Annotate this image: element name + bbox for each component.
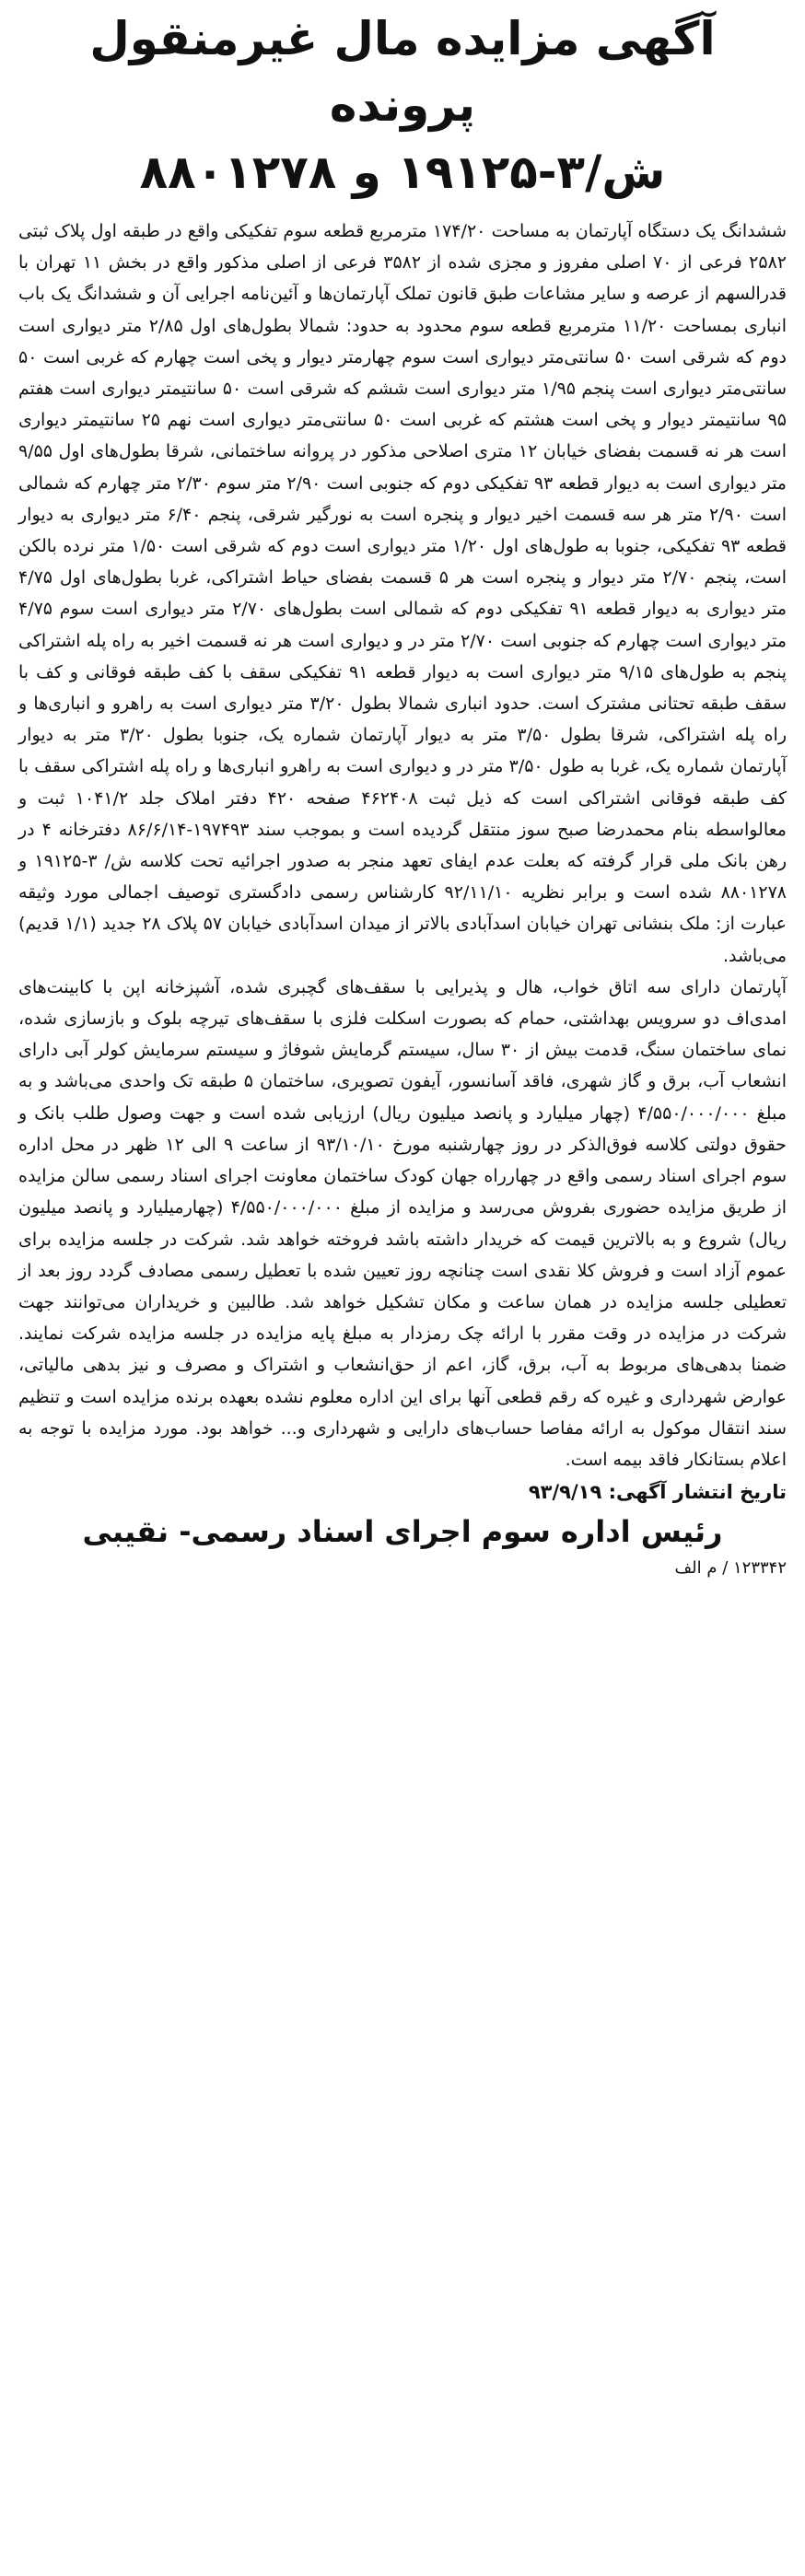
auction-terms: آپارتمان دارای سه اتاق خواب، هال و پذیرایی با سقف‌های گچبری شده، آشپزخانه اپن با کابینت‌های امدی‌اف دو سرویس بهداشتی، حمام که بصورت اسکلت فلزی با سقف‌های تیرچه بلوک و بازسازی شده، نمای ساختمان سنگ، قدمت بیش از ۳۰ سال، سیستم گرمایش شوفاژ و سیستم سرمایش کولر آبی دارای انشعاب آب، برق و گاز شهری، فاقد آسانسور، آیفون تصویری، ساختمان ۵ طبقه تک واحدی می‌باشد و به مبلغ ۴/۵۵۰/۰۰۰/۰۰۰ (چهار میلیارد و پانصد میلیون ریال) ارزیابی شده است و جهت وصول طلب بانک و حقوق دولتی کلاسه فوق‌الذکر در روز چهارشنبه مورخ ۹۳/۱۰/۱۰ از ساعت ۹ الی ۱۲ ظهر در محل اداره سوم اجرای اسناد رسمی واقع در چهارراه جهان کودک ساختمان معاونت اجرای اسناد رسمی سالن مزایده از طریق مزایده حضوری بفروش می‌رسد و مزایده از مبلغ ۴/۵۵۰/۰۰۰/۰۰۰ (چهارمیلیارد و پانصد میلیون ریال) شروع و به بالاترین قیمت که خریدار داشته باشد فروخته خواهد شد. شرکت در جلسه مزایده برای عموم آزاد است و فروش کلا نقدی است چنانچه روز تعیین شده با تعطیل رسمی مصادف گردد روز بعد از تعطیلی جلسه مزایده در همان ساعت و مکان تشکیل خواهد شد. طالبین و خریداران می‌توانند جهت شرکت در مزایده در وقت مقرر با ارائه چک رمزدار به مبلغ پایه مزایده در جلسه مزایده شرکت نمایند. ضمنا بدهی‌های مربوط به آب، برق، گاز، اعم از حق‌انشعاب و اشتراک و مصرف و نیز بدهی مالیاتی، عوارض شهرداری و غیره که رقم قطعی آنها برای این اداره معلوم نشده بعهده برنده مزایده است و تنظیم سند انتقال موکول به ارائه مفاصا حساب‌های دارایی و شهرداری و... خواهد بود. مورد مزایده با توجه به اعلام بستانکار فاقد بیمه است. [18, 976, 788, 1470]
publication-date: تاریخ انتشار آگهی: ۹۳/۹/۱۹ [528, 1481, 787, 1504]
reference-code: ۱۲۳۳۴۲ / م الف [674, 1558, 787, 1579]
property-description: ششدانگ یک دستگاه آپارتمان به مساحت ۱۷۴/۲۰ مترمربع قطعه سوم تفکیکی واقع در طبقه اول پلاک ثبتی ۲۵۸۲ فرعی از ۷۰ اصلی مفروز و مجزی شده از ۳۵۸۲ فرعی از اصلی مذکور واقع در بخش ۱۱ تهران با قدرالسهم از عرصه و سایر مشاعات طبق قانون تملک آپارتمان‌ها و آئین‌نامه اجرایی آن و ششدانگ یک باب انباری بمساحت ۱۱/۲۰ مترمربع قطعه سوم محدود به حدود: شمالا بطول‌های اول ۲/۸۵ متر دیواری است دوم که شرقی است ۵۰ سانتی‌متر دیواری است سوم چهارمتر دیوار و پخی است چهارم که غربی است ۵۰ سانتی‌متر دیواری است پنجم ۱/۹۵ متر دیواری است ششم که شرقی است ۵۰ سانتیمتر دیواری است هفتم ۹۵ سانتیمتر دیوار و پخی است هشتم که غربی است ۵۰ سانتی‌متر دیواری است نهم ۲۵ سانتیمتر دیواری است هر نه قسمت بفضای خیابان ۱۲ متری اصلاحی مذکور در پروانه ساختمانی، شرقا بطول‌های اول ۹/۵۵ متر دیواری است به دیوار قطعه ۹۳ تفکیکی دوم که جنوبی است ۲/۹۰ متر سوم ۲/۳۰ متر چهارم که شمالی است ۲/۹۰ متر هر سه قسمت اخیر دیوار و پنجره است به نورگیر شرقی، پنجم ۶/۴۰ متر دیواری به دیوار قطعه ۹۳ تفکیکی، جنوبا به طول‌های اول ۱/۲۰ متر دیواری است دوم که شرقی است ۱/۵۰ متر نرده بالکن است، پنجم ۲/۷۰ متر دیوار و پنجره است هر ۵ قسمت بفضای حیاط اشتراکی، غربا بطول‌های اول ۴/۷۵ متر دیواری به دیوار قطعه ۹۱ تفکیکی دوم که شمالی است بطول‌های ۲/۷۰ متر دیواری است سوم ۴/۷۵ متر دیواری است چهارم که جنوبی است ۲/۷۰ متر در و دیواری است هر نه قسمت اخیر به راه پله اشتراکی پنجم به طول‌های ۹/۱۵ متر دیواری است به دیوار قطعه ۹۱ تفکیکی سقف با کف طبقه فوقانی و کف با سقف طبقه تحتانی مشترک است. حدود انباری شمالا بطول ۳/۲۰ متر دیواری است به راهرو و انباری‌ها و راه پله اشتراکی، شرقا بطول ۳/۵۰ متر به دیوار آپارتمان شماره یک، جنوبا بطول ۳/۲۰ متر به دیوار آپارتمان شماره یک، غربا به طول ۳/۵۰ متر در و دیواری است به راهرو انباری‌ها و راه پله اشتراکی سقف با کف طبقه فوقانی اشتراکی است که ذیل ثبت ۴۶۲۴۰۸ صفحه ۴۲۰ دفتر املاک جلد ۱۰۴۱/۲ ثبت و معالواسطه بنام محمدرضا صبح سوز منتقل گردیده است و بموجب سند ۱۹۷۴۹۳-۸۶/۶/۱۴ دفترخانه ۴ در رهن بانک ملی قرار گرفته که بعلت عدم ایفای تعهد منجر به صدور اجرائیه تحت کلاسه ش/ ۳-۱۹۱۲۵ و ۸۸۰۱۲۷۸ شده است و برابر نظریه ۹۲/۱۱/۱۰ کارشناس رسمی دادگستری توصیف اجمالی مورد وثیقه عبارت از: ملک بنشانی تهران خیابان اسدآبادی بالاتر از میدان اسدآبادی خیابان ۵۷ پلاک ۲۸ جدید (۱/۱ قدیم) می‌باشد. [18, 221, 788, 966]
signature: رئیس اداره سوم اجرای اسناد رسمی- نقیبی [82, 1514, 723, 1550]
notice-title: آگهی مزایده مال غیرمنقول پرونده [89, 12, 716, 132]
case-number: ش/۳-۱۹۱۲۵ و ۸۸۰۱۲۷۸ [139, 146, 666, 199]
